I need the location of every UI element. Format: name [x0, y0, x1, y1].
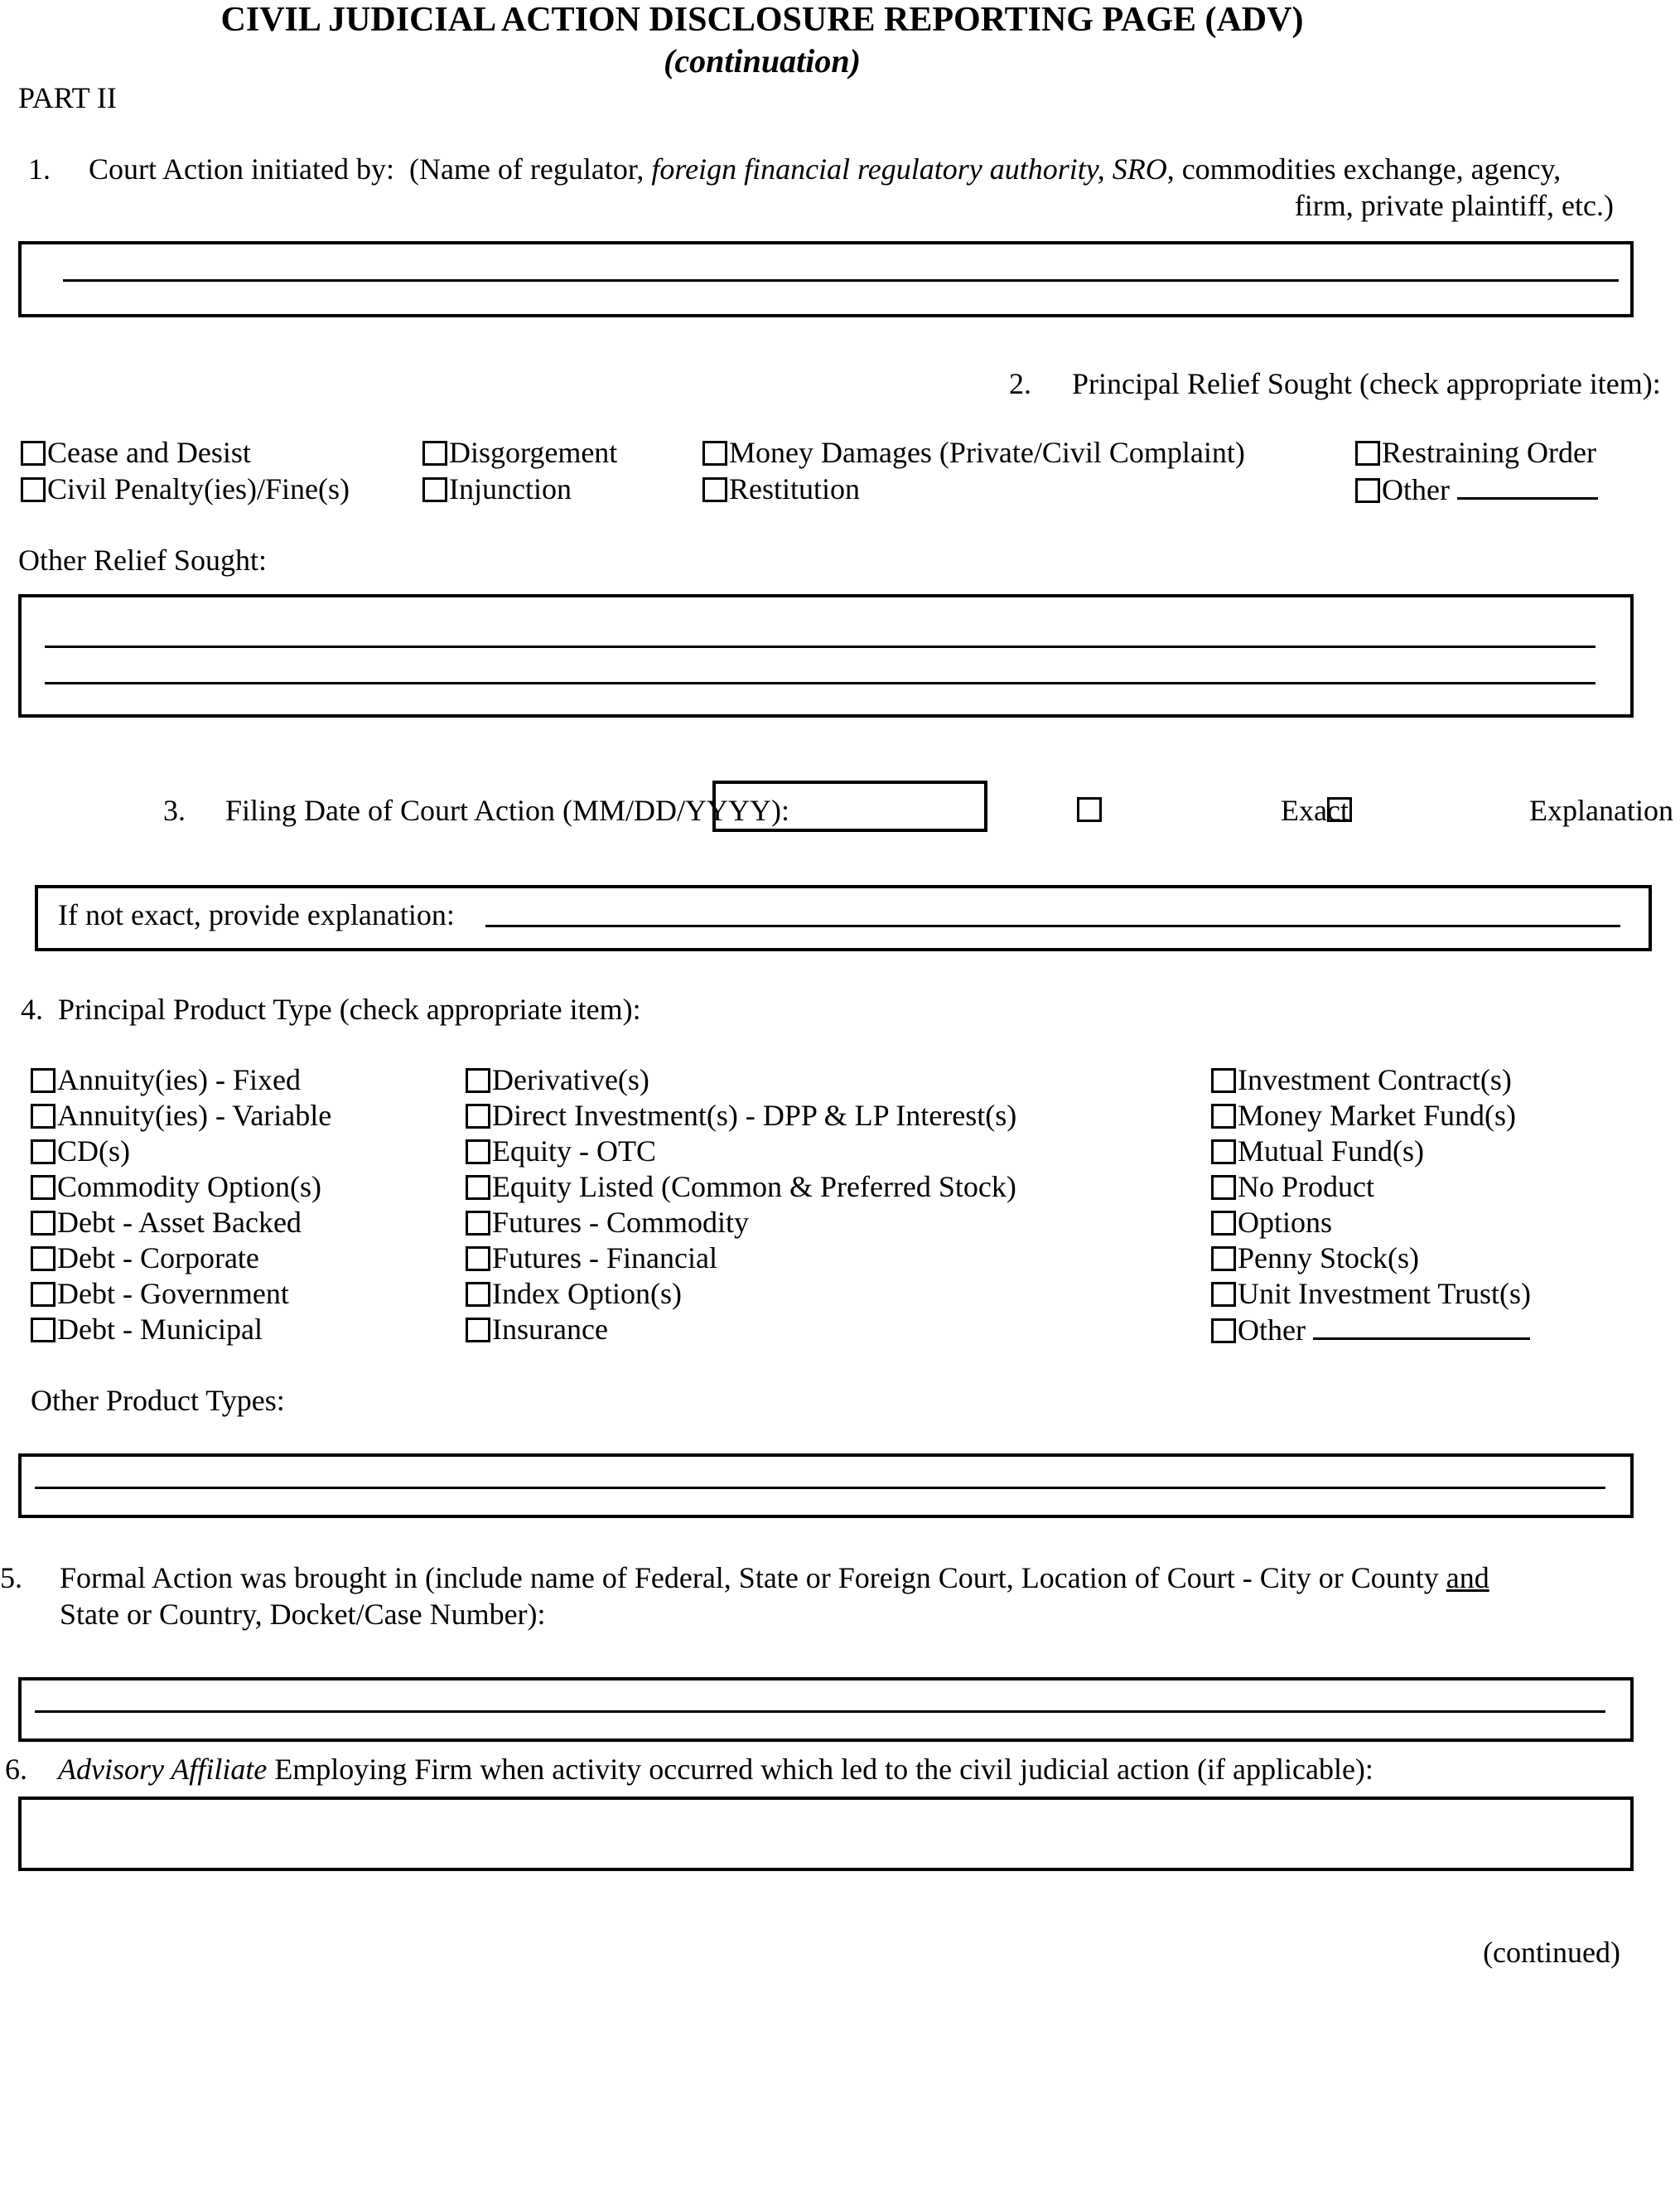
product-option[interactable]: Insurance	[466, 1314, 608, 1344]
item1-number: 1.	[28, 152, 51, 186]
product-option[interactable]: CD(s)	[31, 1136, 130, 1166]
relief-option-restitution[interactable]: Restitution	[702, 474, 860, 504]
item5-and-underlined: and	[1446, 1561, 1489, 1594]
product-option[interactable]: Debt - Asset Backed	[31, 1207, 302, 1237]
product-option[interactable]: No Product	[1211, 1172, 1374, 1202]
product-option[interactable]: Commodity Option(s)	[31, 1172, 321, 1202]
checkbox-icon[interactable]	[31, 1318, 56, 1342]
item3-label: Filing Date of Court Action (MM/DD/YYYY):	[225, 794, 789, 827]
item6-number: 6.	[5, 1753, 27, 1786]
court-action-initiated-by-field[interactable]	[18, 241, 1634, 317]
input-underline	[63, 279, 1619, 282]
exact-label: Exact	[1281, 794, 1349, 827]
formal-action-court-field[interactable]	[18, 1677, 1634, 1742]
checkbox-icon[interactable]	[31, 1068, 56, 1093]
filing-date-exact-checkbox[interactable]	[1077, 797, 1102, 822]
item5-number: 5.	[0, 1561, 22, 1594]
input-underline	[35, 1710, 1605, 1713]
other-product-types-label: Other Product Types:	[31, 1384, 285, 1417]
checkbox-icon[interactable]	[466, 1282, 490, 1307]
checkbox-icon[interactable]	[422, 477, 447, 502]
page-title: CIVIL JUDICIAL ACTION DISCLOSURE REPORTING PAGE (ADV)	[220, 1, 1304, 39]
input-underline	[45, 682, 1596, 684]
item2-label: Principal Relief Sought (check appropriate item):	[1072, 367, 1661, 400]
filing-date-field[interactable]	[712, 781, 987, 832]
product-option[interactable]: Annuity(ies) - Fixed	[31, 1065, 301, 1095]
relief-option-civil-penalty[interactable]: Civil Penalty(ies)/Fine(s)	[21, 474, 350, 504]
filing-date-explanation-checkbox[interactable]	[1327, 797, 1352, 822]
checkbox-icon[interactable]	[466, 1318, 490, 1342]
checkbox-icon[interactable]	[31, 1175, 56, 1200]
product-option[interactable]: Mutual Fund(s)	[1211, 1136, 1424, 1166]
checkbox-icon[interactable]	[422, 441, 447, 466]
advisory-affiliate-employing-firm-field[interactable]	[18, 1797, 1634, 1871]
relief-option-cease-and-desist[interactable]: Cease and Desist	[21, 438, 251, 467]
product-option[interactable]: Futures - Financial	[466, 1243, 717, 1273]
explanation-label: Explanation	[1529, 794, 1673, 827]
checkbox-icon[interactable]	[466, 1104, 490, 1129]
continued-label: (continued)	[1483, 1936, 1620, 1969]
relief-option-disgorgement[interactable]: Disgorgement	[422, 438, 617, 467]
product-option[interactable]: Equity Listed (Common & Preferred Stock)	[466, 1172, 1016, 1202]
checkbox-icon[interactable]	[466, 1246, 490, 1271]
item1-desc-pre: (Name of regulator,	[408, 152, 644, 186]
explanation-prompt: If not exact, provide explanation:	[58, 898, 455, 931]
product-option[interactable]: Index Option(s)	[466, 1279, 682, 1308]
checkbox-icon[interactable]	[31, 1139, 56, 1164]
relief-other-blank[interactable]	[1457, 474, 1598, 500]
explanation-field[interactable]	[485, 925, 1620, 927]
checkbox-icon[interactable]	[21, 441, 46, 466]
item1-desc-italic: foreign financial regulatory authority, SRO	[651, 152, 1167, 186]
product-option-other[interactable]: Other	[1211, 1314, 1530, 1345]
checkbox-icon[interactable]	[1211, 1175, 1236, 1200]
checkbox-icon[interactable]	[1211, 1318, 1236, 1343]
checkbox-icon[interactable]	[466, 1211, 490, 1236]
checkbox-icon[interactable]	[1211, 1282, 1236, 1307]
checkbox-icon[interactable]	[1211, 1068, 1236, 1093]
item3-number: 3.	[163, 794, 186, 827]
item1-desc-post: , commodities exchange, agency,	[1166, 152, 1562, 186]
relief-option-restraining-order[interactable]: Restraining Order	[1355, 438, 1596, 467]
product-option[interactable]: Futures - Commodity	[466, 1207, 749, 1237]
item1-desc-line2: firm, private plaintiff, etc.)	[1294, 189, 1614, 222]
checkbox-icon[interactable]	[702, 441, 727, 466]
checkbox-icon[interactable]	[31, 1211, 56, 1236]
checkbox-icon[interactable]	[1211, 1211, 1236, 1236]
product-option[interactable]: Options	[1211, 1207, 1332, 1237]
other-relief-label: Other Relief Sought:	[18, 544, 267, 577]
checkbox-icon[interactable]	[1211, 1139, 1236, 1164]
checkbox-icon[interactable]	[1211, 1246, 1236, 1271]
item5-line1: Formal Action was brought in (include name of Federal, State or Foreign Court, Location of Court - City or County and	[60, 1561, 1489, 1594]
product-option[interactable]: Investment Contract(s)	[1211, 1065, 1512, 1095]
item2-number: 2.	[1009, 367, 1031, 400]
product-option[interactable]: Debt - Municipal	[31, 1314, 263, 1344]
other-relief-field[interactable]	[18, 594, 1634, 718]
checkbox-icon[interactable]	[1211, 1104, 1236, 1129]
checkbox-icon[interactable]	[31, 1282, 56, 1307]
product-option[interactable]: Derivative(s)	[466, 1065, 649, 1095]
checkbox-icon[interactable]	[466, 1139, 490, 1164]
checkbox-icon[interactable]	[31, 1104, 56, 1129]
page-subtitle: (continuation)	[664, 42, 861, 80]
product-option[interactable]: Money Market Fund(s)	[1211, 1100, 1516, 1130]
item1-label: Court Action initiated by:	[89, 152, 394, 186]
relief-option-money-damages[interactable]: Money Damages (Private/Civil Complaint)	[702, 438, 1245, 467]
product-option[interactable]: Penny Stock(s)	[1211, 1243, 1419, 1273]
item6-label: Advisory Affiliate Employing Firm when activity occurred which led to the civil judicial action (if applicable):	[58, 1753, 1373, 1786]
part-label: PART II	[18, 81, 117, 114]
relief-option-injunction[interactable]: Injunction	[422, 474, 572, 504]
product-option[interactable]: Annuity(ies) - Variable	[31, 1100, 331, 1130]
item4-heading: 4. Principal Product Type (check appropriate item):	[21, 993, 641, 1026]
product-option[interactable]: Unit Investment Trust(s)	[1211, 1279, 1531, 1308]
other-product-types-field[interactable]	[18, 1453, 1634, 1518]
checkbox-icon[interactable]	[466, 1175, 490, 1200]
product-other-blank[interactable]	[1313, 1314, 1530, 1340]
checkbox-icon[interactable]	[702, 477, 727, 502]
input-underline	[45, 646, 1596, 648]
product-option[interactable]: Debt - Corporate	[31, 1243, 259, 1273]
checkbox-icon[interactable]	[21, 477, 46, 502]
checkbox-icon[interactable]	[466, 1068, 490, 1093]
explanation-box	[35, 885, 1652, 951]
product-option[interactable]: Debt - Government	[31, 1279, 289, 1308]
input-underline	[35, 1487, 1605, 1489]
item1-question	[89, 154, 1561, 184]
product-option[interactable]: Direct Investment(s) - DPP & LP Interest(s)	[466, 1100, 1016, 1130]
checkbox-icon[interactable]	[31, 1246, 56, 1271]
product-option[interactable]: Equity - OTC	[466, 1136, 656, 1166]
checkbox-icon[interactable]	[1355, 441, 1380, 466]
relief-option-other[interactable]: Other	[1355, 474, 1598, 505]
item5-line2: State or Country, Docket/Case Number):	[60, 1598, 546, 1631]
checkbox-icon[interactable]	[1355, 478, 1380, 503]
